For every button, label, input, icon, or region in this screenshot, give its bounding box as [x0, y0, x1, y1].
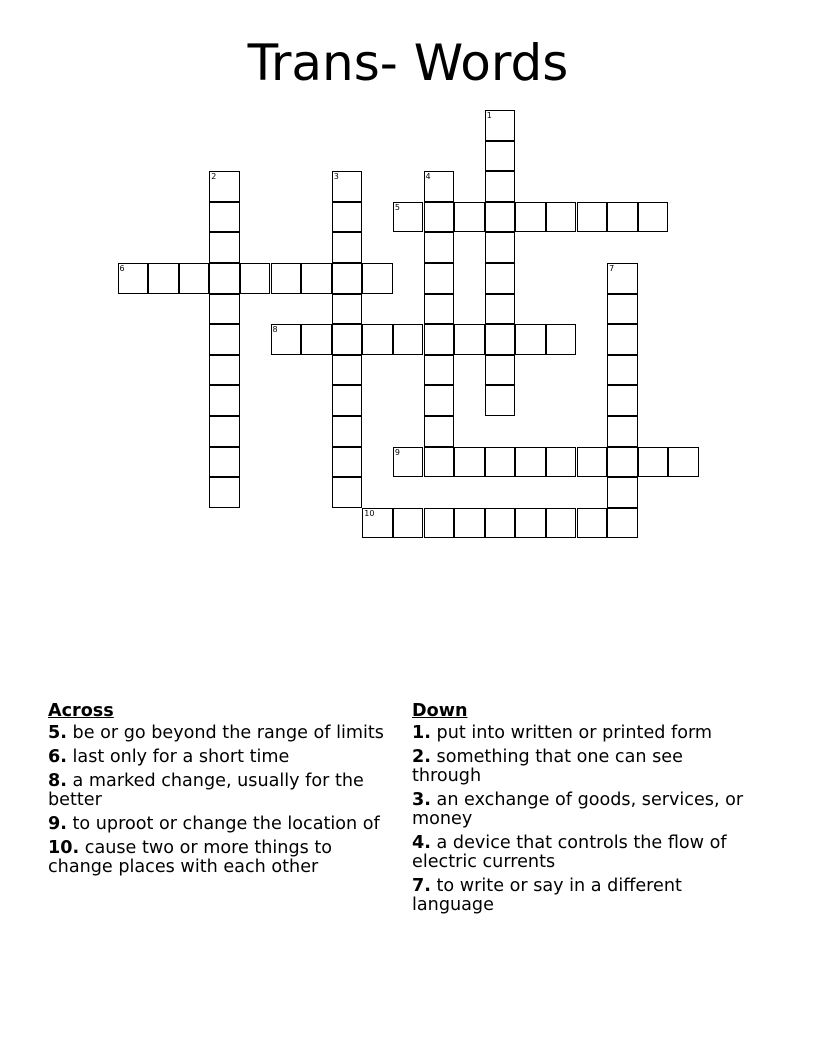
clue-down-1 — [412, 724, 757, 743]
puzzle-title: Trans- Words — [247, 34, 569, 92]
grid-cell[interactable] — [454, 447, 485, 478]
grid-cell[interactable] — [454, 324, 485, 355]
grid-cell[interactable] — [209, 447, 240, 478]
grid-cell[interactable] — [424, 355, 455, 386]
clue-text: cause two or more things to change places with each other — [48, 838, 333, 877]
grid-cell[interactable] — [332, 202, 363, 233]
grid-cell[interactable] — [332, 355, 363, 386]
clue-number: 10. — [48, 838, 80, 858]
grid-cell[interactable] — [607, 447, 638, 478]
grid-cell[interactable] — [332, 294, 363, 325]
grid-cell[interactable] — [424, 263, 455, 294]
cell-number: 5 — [394, 202, 400, 212]
grid-cell[interactable] — [607, 355, 638, 386]
grid-cell[interactable] — [454, 508, 485, 539]
grid-cell[interactable] — [209, 416, 240, 447]
grid-cell[interactable] — [424, 232, 455, 263]
grid-cell[interactable] — [607, 294, 638, 325]
grid-cell[interactable] — [454, 202, 485, 233]
cell-number: 1 — [486, 111, 492, 120]
clue-down-2 — [412, 748, 757, 786]
grid-cell[interactable] — [332, 385, 363, 416]
grid-cell[interactable] — [332, 477, 363, 508]
grid-cell[interactable] — [546, 447, 577, 478]
cell-number: 4 — [425, 172, 431, 182]
clue-text: put into written or printed form — [436, 723, 713, 743]
grid-cell[interactable] — [485, 141, 516, 172]
grid-cell[interactable] — [148, 263, 179, 294]
clue-number: 1. — [412, 723, 431, 743]
grid-cell[interactable] — [301, 263, 332, 294]
grid-cell[interactable] — [424, 294, 455, 325]
grid-cell[interactable] — [485, 263, 516, 294]
down-heading: Down — [412, 701, 468, 721]
down-clues — [412, 702, 757, 920]
grid-cell[interactable] — [301, 324, 332, 355]
grid-cell[interactable] — [362, 263, 393, 294]
cell-number: 8 — [272, 325, 278, 335]
grid-cell[interactable] — [485, 171, 516, 202]
grid-cell[interactable] — [577, 508, 608, 539]
across-heading: Across — [48, 701, 114, 721]
clue-number: 2. — [412, 747, 431, 767]
grid-cell[interactable] — [546, 324, 577, 355]
clue-text: an exchange of goods, services, or money — [412, 790, 744, 829]
grid-cell[interactable] — [485, 385, 516, 416]
grid-cell[interactable] — [240, 263, 271, 294]
grid-cell[interactable] — [607, 263, 638, 294]
clue-number: 8. — [48, 771, 67, 791]
grid-cell[interactable] — [362, 508, 393, 539]
clue-across-6 — [48, 748, 388, 767]
grid-cell[interactable] — [332, 447, 363, 478]
grid-cell[interactable] — [209, 202, 240, 233]
grid-cell[interactable] — [209, 294, 240, 325]
grid-cell[interactable] — [209, 355, 240, 386]
grid-cell[interactable] — [607, 202, 638, 233]
clue-number: 4. — [412, 833, 431, 853]
clue-across-8 — [48, 772, 388, 810]
grid-cell[interactable] — [424, 508, 455, 539]
grid-cell[interactable] — [485, 202, 516, 233]
clue-down-3 — [412, 791, 757, 829]
grid-cell[interactable] — [393, 508, 424, 539]
clue-down-4 — [412, 834, 757, 872]
grid-cell[interactable] — [638, 447, 669, 478]
clue-text: a device that controls the flow of electric currents — [412, 833, 727, 872]
grid-cell[interactable] — [485, 447, 516, 478]
cell-number: 7 — [609, 264, 615, 273]
grid-cell[interactable] — [271, 263, 302, 294]
clue-text: last only for a short time — [72, 747, 290, 767]
grid-cell[interactable] — [424, 202, 455, 233]
grid-cell[interactable] — [515, 508, 546, 539]
grid-cell[interactable] — [638, 202, 669, 233]
cell-number: 10 — [364, 508, 375, 518]
clue-number: 6. — [48, 747, 67, 767]
grid-cell[interactable] — [393, 447, 424, 478]
grid-cell[interactable] — [515, 202, 546, 233]
grid-cell[interactable] — [607, 324, 638, 355]
clue-number: 9. — [48, 814, 67, 834]
grid-cell[interactable] — [607, 416, 638, 447]
grid-cell[interactable] — [515, 447, 546, 478]
grid-cell[interactable] — [577, 202, 608, 233]
grid-cell[interactable] — [424, 447, 455, 478]
grid-cell[interactable] — [393, 202, 424, 233]
clue-text: to write or say in a different language — [412, 876, 682, 915]
grid-cell[interactable] — [515, 324, 546, 355]
clue-text: a marked change, usually for the better — [48, 771, 364, 810]
grid-cell[interactable] — [209, 385, 240, 416]
grid-cell[interactable] — [332, 324, 363, 355]
grid-cell[interactable] — [424, 416, 455, 447]
cell-number: 2 — [211, 172, 217, 182]
grid-cell[interactable] — [607, 477, 638, 508]
grid-cell[interactable] — [485, 355, 516, 386]
grid-cell[interactable] — [271, 324, 302, 355]
cell-number: 6 — [119, 264, 125, 273]
grid-cell[interactable] — [118, 263, 149, 294]
grid-cell[interactable] — [209, 324, 240, 355]
grid-cell[interactable] — [424, 324, 455, 355]
clue-text: something that one can see through — [412, 747, 683, 786]
grid-cell[interactable] — [209, 263, 240, 294]
grid-cell[interactable] — [607, 385, 638, 416]
grid-cell[interactable] — [607, 508, 638, 539]
clue-across-9 — [48, 815, 388, 834]
cell-number: 9 — [394, 447, 400, 457]
grid-cell[interactable] — [179, 263, 210, 294]
cell-number: 3 — [333, 172, 339, 182]
grid-cell[interactable] — [424, 171, 455, 202]
clue-text: be or go beyond the range of limits — [72, 723, 384, 743]
grid-cell[interactable] — [209, 171, 240, 202]
clue-text: to uproot or change the location of — [72, 814, 380, 834]
grid-cell[interactable] — [424, 385, 455, 416]
grid-cell[interactable] — [209, 477, 240, 508]
grid-cell[interactable] — [485, 110, 516, 141]
grid-cell[interactable] — [577, 447, 608, 478]
clue-across-10 — [48, 839, 388, 877]
grid-cell[interactable] — [332, 263, 363, 294]
grid-cell[interactable] — [485, 294, 516, 325]
grid-cell[interactable] — [546, 508, 577, 539]
across-clues — [48, 702, 388, 882]
grid-cell[interactable] — [209, 232, 240, 263]
grid-cell[interactable] — [332, 171, 363, 202]
grid-cell[interactable] — [332, 232, 363, 263]
clue-across-5 — [48, 724, 388, 743]
clue-number: 3. — [412, 790, 431, 810]
grid-cell[interactable] — [485, 232, 516, 263]
grid-cell[interactable] — [546, 202, 577, 233]
grid-cell[interactable] — [668, 447, 699, 478]
clue-number: 7. — [412, 876, 431, 896]
clue-number: 5. — [48, 723, 67, 743]
grid-cell[interactable] — [485, 508, 516, 539]
clue-down-7 — [412, 877, 757, 915]
grid-cell[interactable] — [393, 324, 424, 355]
grid-cell[interactable] — [362, 324, 393, 355]
grid-cell[interactable] — [485, 324, 516, 355]
grid-cell[interactable] — [332, 416, 363, 447]
